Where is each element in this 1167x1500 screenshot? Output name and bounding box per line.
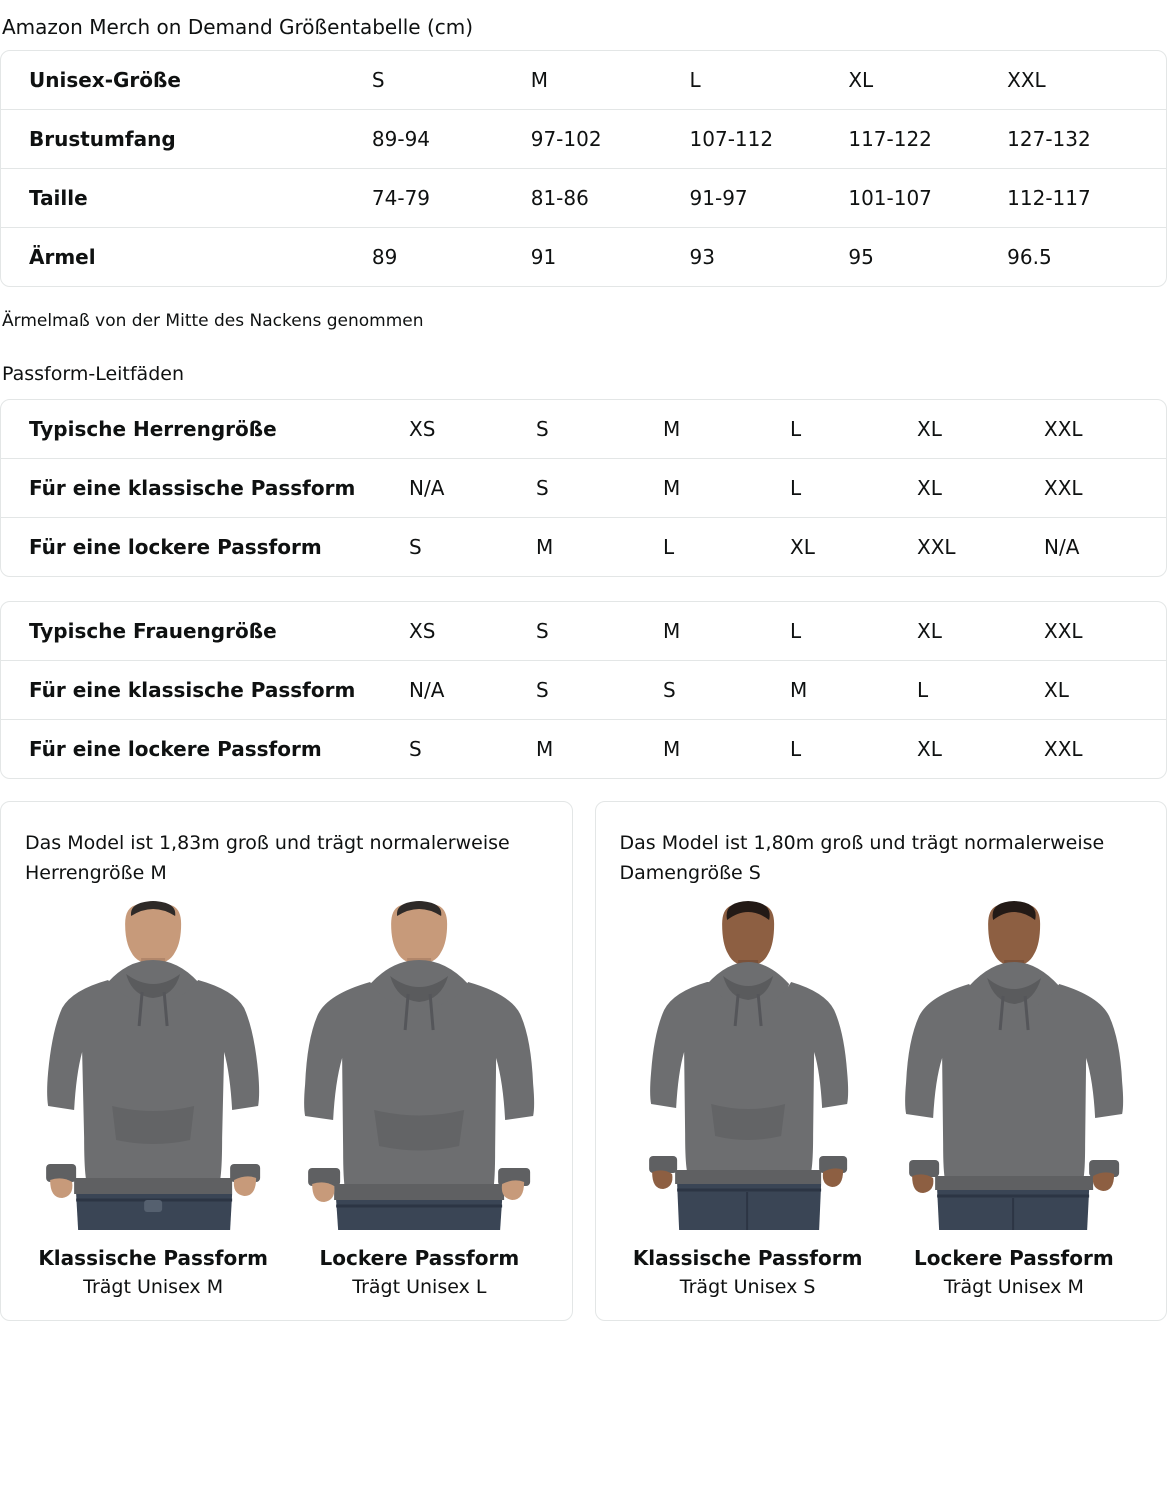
row-label: Taille [1, 169, 372, 228]
mens-fit-guide-card [0, 399, 1167, 577]
cell: 96.5 [1007, 228, 1166, 287]
cell: XS [409, 417, 436, 441]
cell: L [790, 417, 802, 441]
cell: XL [917, 720, 1044, 779]
cell: M [663, 459, 790, 518]
cell: M [663, 619, 681, 643]
cell: S [536, 459, 663, 518]
figure-group [620, 900, 1143, 1300]
figure-group [25, 900, 548, 1300]
measurement-table [1, 51, 1166, 286]
cell: L [689, 68, 701, 92]
cell: 97-102 [531, 110, 690, 169]
row-label: Typische Frauengröße [29, 619, 277, 643]
cell: M [790, 661, 917, 720]
cell: 127-132 [1007, 110, 1166, 169]
table-row [1, 661, 1167, 720]
cell: S [409, 720, 536, 779]
cell: S [536, 619, 549, 643]
female-model-card [595, 801, 1167, 1321]
page-title: Amazon Merch on Demand Größentabelle (cm) [2, 15, 474, 39]
cell: 117-122 [848, 110, 1007, 169]
cell: L [790, 459, 917, 518]
cell: 81-86 [531, 169, 690, 228]
figure-relaxed-fit-male [291, 900, 547, 1300]
table-row [1, 602, 1167, 661]
cell: S [371, 68, 385, 92]
figure-relaxed-fit-female [886, 900, 1142, 1300]
cell: 95 [848, 228, 1007, 287]
male-model-card [0, 801, 573, 1321]
cell: S [536, 661, 663, 720]
row-label: Unisex-Größe [29, 68, 181, 92]
womens-fit-guide-table [1, 602, 1167, 778]
fit-wears: Trägt Unisex S [679, 1276, 816, 1298]
cell: L [917, 661, 1044, 720]
figure-classic-fit-male [25, 900, 281, 1300]
male-classic-fit-photo [25, 900, 281, 1230]
row-label: Für eine lockere Passform [1, 720, 409, 779]
cell: XL [917, 619, 942, 643]
cell: S [663, 661, 790, 720]
cell: N/A [1044, 518, 1167, 577]
cell: L [790, 720, 917, 779]
table-row [1, 518, 1167, 577]
male-relaxed-fit-photo [291, 900, 547, 1230]
cell: N/A [409, 459, 536, 518]
cell: M [536, 720, 663, 779]
female-relaxed-fit-photo [886, 900, 1142, 1230]
cell: XL [917, 459, 1044, 518]
cell: XL [848, 68, 874, 92]
fit-wears: Trägt Unisex L [352, 1276, 487, 1298]
cell: XXL [1044, 720, 1167, 779]
cell: 91-97 [690, 169, 849, 228]
cell: XXL [1044, 417, 1083, 441]
spacer [0, 587, 1167, 601]
cell: M [663, 417, 681, 441]
cell: L [663, 518, 790, 577]
womens-fit-guide-card [0, 601, 1167, 779]
row-label: Typische Herrengröße [29, 417, 277, 441]
cell: XXL [1044, 619, 1083, 643]
cell: XL [1044, 661, 1167, 720]
fit-wears: Trägt Unisex M [943, 1276, 1084, 1298]
fit-name: Klassische Passform [38, 1246, 268, 1270]
cell: M [536, 518, 663, 577]
fit-name: Klassische Passform [632, 1246, 863, 1270]
mens-fit-guide-table [1, 400, 1167, 576]
cell: 89-94 [372, 110, 531, 169]
table-row [1, 459, 1167, 518]
cell: XL [790, 518, 917, 577]
cell: XXL [1007, 68, 1046, 92]
measurement-table-card [0, 50, 1167, 287]
table-row [1, 720, 1167, 779]
row-label: Für eine lockere Passform [1, 518, 409, 577]
row-label: Brustumfang [1, 110, 372, 169]
row-label: Für eine klassische Passform [1, 459, 409, 518]
figure-classic-fit-female [620, 900, 876, 1300]
fit-name: Lockere Passform [914, 1246, 1114, 1270]
cell: N/A [409, 661, 536, 720]
table-row [1, 51, 1166, 110]
cell: XS [409, 619, 436, 643]
cell: 101-107 [848, 169, 1007, 228]
row-label: Für eine klassische Passform [1, 661, 409, 720]
cell: 112-117 [1007, 169, 1166, 228]
cell: M [663, 720, 790, 779]
cell: 89 [372, 228, 531, 287]
cell: 74-79 [372, 169, 531, 228]
model-caption: Das Model ist 1,83m groß und trägt normalerweise Herrengröße M [25, 832, 510, 884]
model-cards-row [0, 801, 1167, 1321]
cell: XL [917, 417, 942, 441]
cell: XXL [917, 518, 1044, 577]
model-caption: Das Model ist 1,80m groß und trägt normalerweise Damengröße S [619, 832, 1105, 884]
sleeve-measurement-note: Ärmelmaß von der Mitte des Nackens genommen [2, 311, 424, 331]
cell: S [536, 417, 549, 441]
cell: M [530, 68, 548, 92]
table-row [1, 228, 1166, 287]
cell: 93 [690, 228, 849, 287]
cell: S [409, 518, 536, 577]
female-classic-fit-photo [620, 900, 876, 1230]
row-label: Ärmel [1, 228, 372, 287]
fit-guides-title: Passform-Leitfäden [2, 363, 184, 385]
cell: 91 [531, 228, 690, 287]
cell: L [790, 619, 802, 643]
cell: 107-112 [690, 110, 849, 169]
table-row [1, 110, 1166, 169]
cell: XXL [1044, 459, 1167, 518]
table-row [1, 400, 1167, 459]
fit-name: Lockere Passform [319, 1246, 520, 1270]
fit-wears: Trägt Unisex M [83, 1276, 224, 1298]
table-row [1, 169, 1166, 228]
